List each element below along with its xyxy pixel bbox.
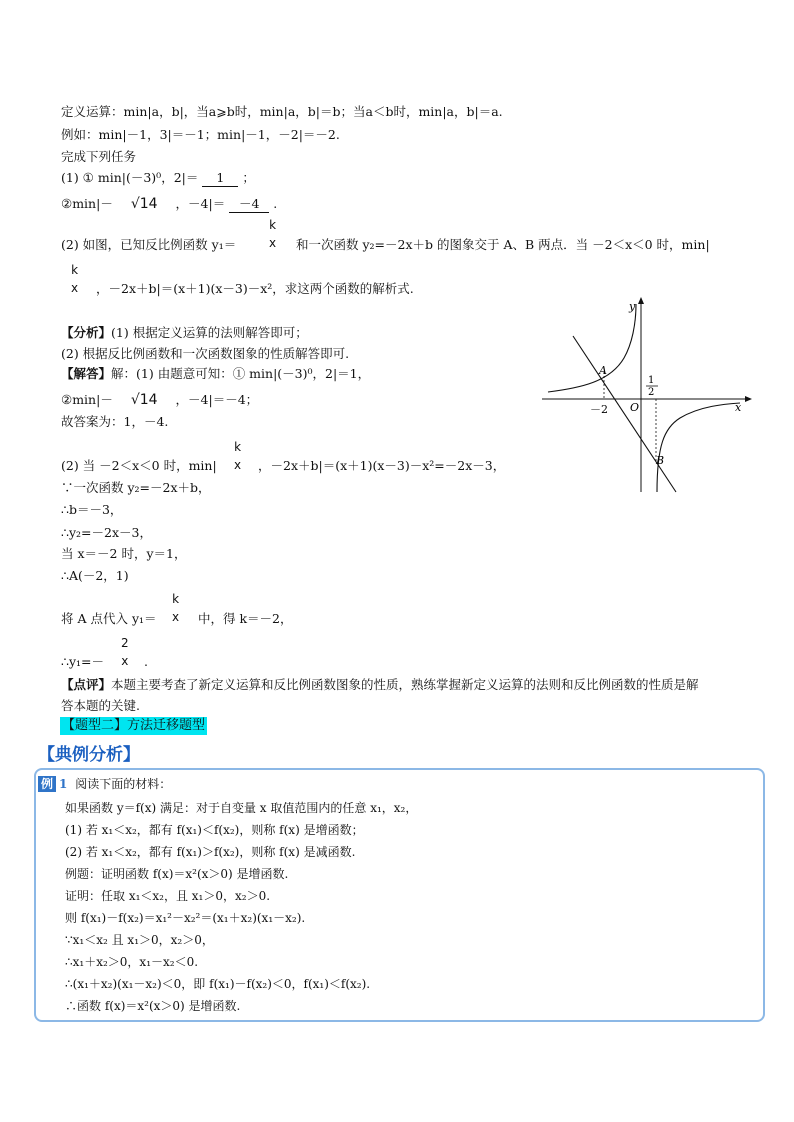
example-l7: ∵x₁＜x₂ 且 x₁＞0，x₂＞0，	[65, 933, 214, 947]
sqrt-14: √14	[130, 196, 158, 212]
solution-line5: ∵一次函数 y₂=－2x＋b，	[61, 480, 211, 495]
q1b-prefix: ②min|－	[61, 196, 113, 211]
q1b-suffix: .	[273, 196, 278, 211]
example-l10: ∴函数 f(x)＝x²(x＞0) 是增函数.	[65, 999, 241, 1013]
frac-num: 2	[121, 636, 129, 650]
tick-neg2: －2	[590, 403, 608, 416]
sqrt-14-b: √14	[130, 392, 158, 408]
q1a-suffix: ；	[242, 170, 255, 185]
x-axis-arrow	[745, 396, 752, 402]
example-line: 例如：min|－1，3|＝－1；min|－1，－2|＝－2.	[61, 127, 340, 142]
question-2-line1-b: 和一次函数 y₂=－2x＋b 的图象交于 A、B 两点．当 －2＜x＜0 时，min|	[296, 237, 710, 252]
example-l2: (1) 若 x₁＜x₂，都有 f(x₁)＜f(x₂)，则称 f(x) 是增函数；	[65, 823, 364, 837]
point-a-label: A	[599, 364, 607, 377]
example-title	[38, 776, 171, 792]
solution-line9: ∴A(－2，1)	[61, 568, 129, 583]
solution-line2	[61, 392, 258, 408]
solution-line3: 故答案为：1，－4.	[61, 414, 169, 429]
half-den: 2	[648, 387, 655, 398]
frac-den: x	[234, 458, 242, 472]
sol-l4b: ，－4|＝－4；	[175, 392, 259, 407]
section-heading: 【典例分析】	[38, 745, 140, 765]
question-type-tag: 【题型二】方法迁移题型	[62, 718, 206, 733]
question-2-line1-a: (2) 如图，已知反比例函数 y₁＝	[61, 237, 237, 252]
function-graph	[540, 296, 752, 494]
solve-label: 【解答】	[61, 366, 112, 381]
analysis-text1: (1) 根据定义运算的法则解答即可；	[111, 325, 308, 340]
example-l1: 如果函数 y＝f(x) 满足：对于自变量 x 取值范围内的任意 x₁，x₂，	[65, 801, 418, 815]
example-badge: 例	[38, 776, 56, 792]
question-1b	[61, 196, 277, 213]
solution-line10-a: 将 A 点代入 y₁＝	[61, 611, 157, 626]
analysis-line2: (2) 根据反比例函数和一次函数图象的性质解答即可.	[61, 346, 350, 361]
sol-l4a: ②min|－	[61, 392, 113, 407]
x-axis-label: x	[735, 401, 742, 414]
y-axis-label: y	[629, 300, 636, 313]
frac-den: x	[121, 654, 129, 668]
solution-line11-a: ∴y₁=－	[61, 654, 104, 669]
solution-line8: 当 x＝－2 时，y＝1，	[61, 546, 187, 561]
solution-line11-b: .	[144, 654, 148, 669]
point-b-label: B	[656, 454, 665, 467]
question-1a	[61, 170, 255, 187]
analysis-label: 【分析】	[61, 325, 112, 340]
fraction-k-over-x-4	[171, 592, 180, 624]
comment-label: 【点评】	[61, 677, 112, 692]
q1a-prefix: (1) ① min|(－3)⁰，2|＝	[61, 170, 199, 185]
hyperbola-left-branch	[548, 304, 636, 392]
y-axis-arrow	[638, 297, 644, 304]
frac-num: k	[172, 592, 180, 606]
fraction-k-over-x-3	[233, 440, 242, 472]
task-line: 完成下列任务	[61, 149, 137, 164]
solution-line4-a: (2) 当 －2＜x＜0 时，min|	[61, 458, 217, 473]
fraction-k-over-x-1	[268, 218, 277, 250]
question-2-line2: ，－2x＋b|＝(x＋1)(x－3)－x²，求这两个函数的解析式.	[96, 281, 414, 296]
example-number: 1	[59, 777, 68, 791]
example-l3: (2) 若 x₁＜x₂，都有 f(x₁)＞f(x₂)，则称 f(x) 是减函数.	[65, 845, 356, 859]
frac-den: x	[269, 236, 277, 250]
solution-line4-b: ，－2x＋b|＝(x＋1)(x－3)－x²=－2x－3，	[258, 458, 506, 473]
definition-line: 定义运算：min|a，b|，当a⩾b时，min|a，b|＝b；当a＜b时，min|a，b|＝a.	[61, 104, 503, 119]
solution-text1: 解：(1) 由题意可知：① min|(－3)⁰，2|＝1，	[111, 366, 371, 381]
example-l8: ∴x₁＋x₂＞0，x₁－x₂＜0.	[65, 955, 199, 969]
solution-line1	[61, 366, 370, 382]
frac-den: x	[172, 610, 180, 624]
q1b-answer: －4	[229, 196, 269, 213]
fraction-k-over-x-2	[70, 263, 79, 295]
frac-num: k	[269, 218, 277, 232]
origin-label: O	[630, 401, 640, 414]
solution-line10-b: 中，得 k＝－2，	[198, 611, 293, 626]
frac-num: k	[234, 440, 242, 454]
comment-line1	[61, 677, 699, 693]
example-l5: 证明：任取 x₁＜x₂，且 x₁＞0，x₂＞0.	[65, 889, 271, 903]
half-num: 1	[648, 375, 655, 386]
solution-line7: ∴y₂=－2x－3，	[61, 525, 152, 540]
analysis-line1	[61, 325, 308, 341]
linear-function-line	[573, 336, 676, 492]
q1b-mid: ，－4|＝	[175, 196, 226, 211]
hyperbola-right-branch	[657, 403, 740, 492]
example-intro: 阅读下面的材料：	[75, 777, 172, 791]
example-l4: 例题：证明函数 f(x)＝x²(x＞0) 是增函数.	[65, 867, 289, 881]
frac-num: k	[71, 263, 79, 277]
comment-text1: 本题主要考查了新定义运算和反比例函数图象的性质，熟练掌握新定义运算的法则和反比例函数的性质是解	[111, 677, 699, 692]
example-l9: ∴(x₁＋x₂)(x₁－x₂)＜0，即 f(x₁)－f(x₂)＜0，f(x₁)＜f(x₂).	[65, 977, 371, 991]
fraction-2-over-x	[120, 636, 130, 668]
frac-den: x	[71, 281, 79, 295]
q1a-answer: 1	[202, 170, 238, 187]
comment-line2: 答本题的关键.	[61, 698, 140, 713]
solution-line6: ∴b＝－3，	[61, 502, 123, 517]
example-l6: 则 f(x₁)－f(x₂)＝x₁²－x₂²＝(x₁＋x₂)(x₁－x₂).	[65, 911, 306, 925]
